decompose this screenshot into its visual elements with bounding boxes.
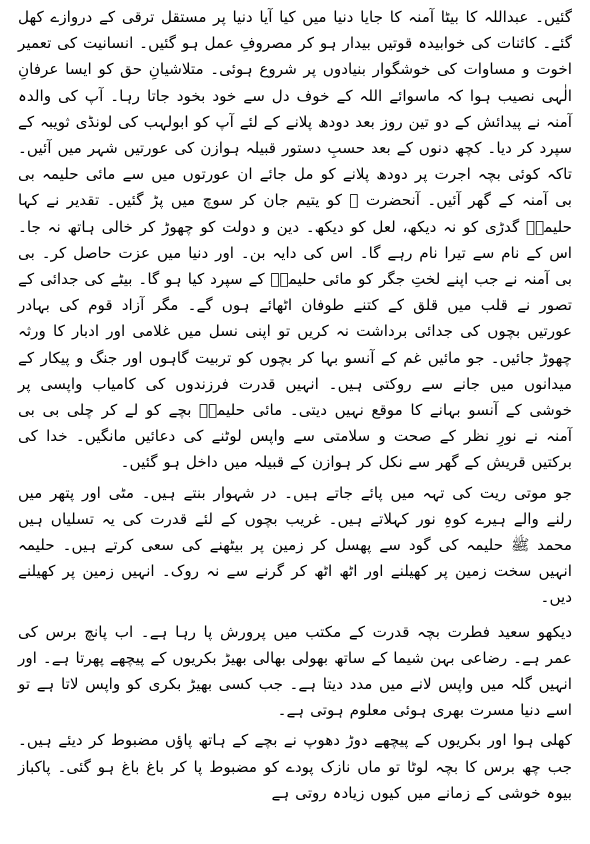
paragraph-1: گئیں۔ عبداللہ کا بیٹا آمنہ کا جایا دنیا میں کیا آیا دنیا پر مستقل ترقی کے دروازے کھل گئے۔ کائنات کی خوابیدہ قوتیں بیدار ہو کر مصروفِ عمل ہو گئیں۔ انسانیت کی تعمیر اخوت و مساوات کی خوشگوار بنیادوں پر شروع ہوئی۔ متلاشیانِ حق کو ایسا عرفانِ الٰہی نصیب ہوا کہ ماسوائے اللہ کے خوف دل سے خود بخود جاتا رہا۔ آپ کی والدہ آمنہ نے پیدائش کے دو تین روز بعد دودھ پلانے کے لئے آپ کو ابولہب کی لونڈی ثویبہ کے سپرد کر دیا۔ کچھ دنوں کے بعد حسبِ دستور قبیلہ ہوازن کی عورتیں شہر میں آئیں۔ تاکہ کوئی بچہ اجرت پر دودھ پلانے کو مل جائے ان عورتوں میں سے مائی حلیمہ بی بی آمنہ کے گھر آئیں۔ آنحضرت ﷺ کو یتیم جان کر سوچ میں پڑ گئیں۔ تقدیر نے کہا حلیمہؓ گدڑی کو نہ دیکھ، لعل کو دیکھ۔ دین و دولت کو چھوڑ کر خالی ہاتھ نہ جا۔ اس کے نام سے تیرا نام رہے گا۔ اس کی دایہ بن۔ اور دنیا میں عزت حاصل کر۔ بی بی آمنہ نے جب اپنے لختِ جگر کو مائی حلیمہؓ کے سپرد کیا ہو گا۔ بیٹے کی جدائی کے تصور نے قلب میں قلق کے کتنے طوفان اٹھائے ہوں گے۔ مگر آزاد قوم کی بہادر عورتیں بچوں کی جدائی برداشت نہ کریں تو اپنی نسل میں غلامی اور ادبار کا ورثہ چھوڑ جائیں۔ جو مائیں غم کے آنسو بہا کر بچوں کو تربیت گاہوں اور جنگ و پیکار کے میدانوں میں جانے سے روکتی ہیں۔ انہیں قدرت فرزندوں کی کامیاب واپسی پر خوشی کے آنسو بہانے کا موقع نہیں دیتی۔ مائی حلیمہؓ بچے کو لے کر چلی بی بی آمنہ نے نورِ نظر کے صحت و سلامتی سے واپس لوٹنے کی دعائیں مانگیں۔ خدا کی برکتیں قریش کے گھر سے نکل کر ہوازن کے قبیلہ میں داخل ہو گئیں۔ [18, 8, 572, 472]
paragraph-2: جو موتی ریت کی تہہ میں پائے جاتے ہیں۔ در شہوار بنتے ہیں۔ مٹی اور پتھر میں رلنے والے ہیرے کوہِ نور کہلاتے ہیں۔ غریب بچوں کے لئے قدرت کی یہ تسلیاں ہیں محمد ﷺ حلیمہ کی گود سے پھسل کر زمین پر بیٹھنے کی سعی کرتے ہیں۔ حلیمہ انہیں سخت زمین پر کھیلنے اور اٹھ اٹھ کر گرنے سے نہ روک۔ انہیں زمین پر کھیلنے دیں۔ [18, 483, 572, 607]
document-page [18, 4, 572, 840]
paragraph-4: کھلی ہوا اور بکریوں کے پیچھے دوڑ دھوپ نے بچے کے ہاتھ پاؤں مضبوط کر دیئے ہیں۔ جب چھ برس کا بچہ لوٹا تو ماں نازک پودے کو مضبوط پا کر باغ باغ ہو گئی۔ پاکباز بیوہ خوشی کے زمانے میں کیوں زیادہ روتی ہے [18, 731, 572, 802]
paragraph-3: دیکھو سعید فطرت بچہ قدرت کے مکتب میں پرورش پا رہا ہے۔ اب پانچ برس کی عمر ہے۔ رضاعی بہن شیما کے ساتھ بھولی بھالی بھیڑ بکریوں کے پیچھے پھرتا ہے۔ اور انہیں گلہ میں واپس لانے میں مدد دیتا ہے۔ جب کسی بھیڑ بکری کو واپس لاتا ہے تو اسے دنیا مسرت بھری ہوئی معلوم ہوتی ہے۔ [18, 622, 572, 720]
